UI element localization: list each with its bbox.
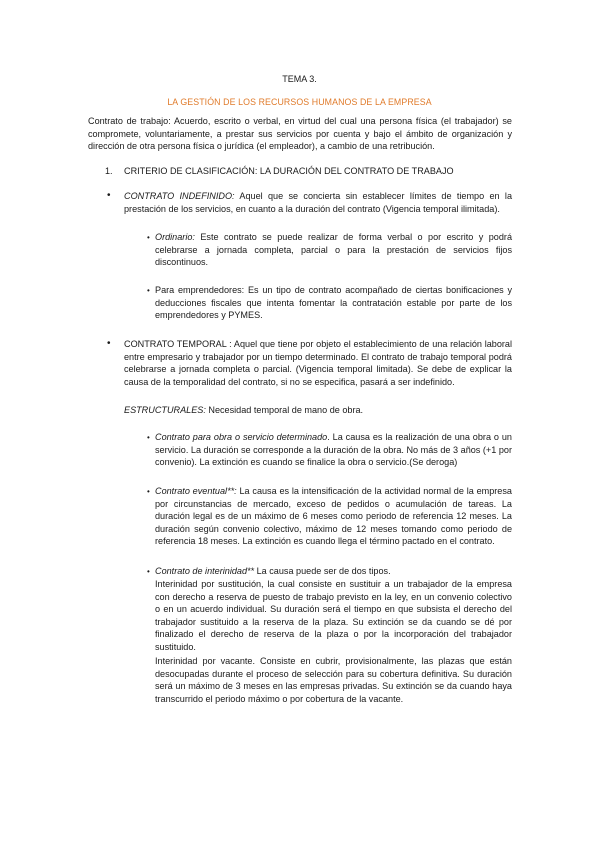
estructurales-paragraph [124,404,512,417]
interinidad-paragraph [155,565,512,578]
indefinido-label: CONTRATO INDEFINIDO: [124,191,235,201]
bullet-dot: • [107,338,111,349]
section-heading: CRITERIO DE CLASIFICACIÓN: LA DURACIÓN DEL CONTRATO DE TRABAJO [124,166,454,176]
obra-paragraph [155,431,512,469]
eventual-text: La causa es la intensificación de la actividad normal de la empresa por circunstancias de mercado, exceso de pedidos o acumulación de tareas. La duración legal es de un máximo de 6 meses como periodo de referencia 12 meses. La duración según convenio colectivo, máximo de 12 meses tomando como periodo de referencia 18 meses. La extinción es cuando llega el término pactado en el contrato. [155,486,512,547]
bullet-dot: • [147,286,150,295]
intro-paragraph: Contrato de trabajo: Acuerdo, escrito o verbal, en virtud del cual una persona física (el trabajador) se compromete, voluntariamente, a prestar sus servicios por cuenta y bajo el ámbito de organización y dirección de otra persona física o jurídica (el empleador), a cambio de una retribución. [88,116,512,152]
bullet-dot: • [147,567,150,576]
bullet-dot: • [147,487,150,496]
interinidad-vacante-paragraph: Interinidad por vacante. Consiste en cubrir, provisionalmente, las plazas que están desocupadas durante el proceso de selección para su cobertura definitiva. Su duración será un máximo de 3 meses en las empresas privadas. Su extinción se da cuando haya transcurrido el periodo máximo o por cobertura de la vacante. [155,656,512,704]
indefinido-paragraph [124,190,512,215]
emprendedores-paragraph: Para emprendedores: Es un tipo de contrato acompañado de ciertas bonificaciones y deducciones fiscales que intenta fomentar la contratación estable por parte de los emprendedores y PYMES. [155,285,512,321]
bullet-dot: • [107,190,111,201]
bullet-dot: • [147,433,150,442]
temporal-paragraph: CONTRATO TEMPORAL : Aquel que tiene por objeto el establecimiento de una relación laboral entre empresario y trabajador por un tiempo determinado. El contrato de trabajo temporal podrá celebrarse a jornada completa o parcial. (Vigencia temporal limitada). Se debe de explicar la causa de la temporalidad del contrato, si no se especifica, pasará a ser indefinido. [124,339,512,387]
section-number: 1. [105,166,113,176]
ordinario-text: Este contrato se puede realizar de forma verbal o por escrito y podrá celebrarse a jornada completa, parcial o para la prestación de servicios fijos discontinuos. [155,232,512,268]
eventual-paragraph [155,485,512,548]
interinidad-text: La causa puede ser de dos tipos. [254,566,391,576]
estructurales-text: Necesidad temporal de mano de obra. [205,405,364,415]
eventual-label: Contrato eventual**: [155,486,237,496]
bullet-dot: • [147,233,150,242]
ordinario-paragraph [155,231,512,269]
obra-text: . La causa es la realización de una obra o un servicio. La duración se corresponde a la duración de la obra. No más de 3 años (+1 por convenio). La extinción es cuando se finalice la obra o servicio.(Se deroga) [155,432,512,468]
ordinario-label: Ordinario: [155,232,195,242]
document-title: TEMA 3. [282,74,317,84]
obra-label: Contrato para obra o servicio determinado [155,432,328,442]
interinidad-label: Contrato de interinidad** [155,566,255,576]
estructurales-label: ESTRUCTURALES: [124,405,206,415]
interinidad-sustitucion-paragraph: Interinidad por sustitución, la cual consiste en sustituir a un trabajador de la empresa con derecho a reserva de puesto de trabajo previsto en la ley, en un convenio colectivo o en un acuerdo individual. Su duración será el tiempo en que subsista el derecho del trabajador sustituido a la reserva de la plaza. Su extinción se da cuando se dé por finalizado el derecho de reserva de la plaza o por la incorporación del trabajador sustituido. [155,579,512,652]
document-subtitle: LA GESTIÓN DE LOS RECURSOS HUMANOS DE LA EMPRESA [167,97,432,107]
indefinido-text: Aquel que se concierta sin establecer límites de tiempo en la prestación de los servicios, en cuanto a la duración del contrato (Vigencia temporal ilimitada). [124,191,512,214]
